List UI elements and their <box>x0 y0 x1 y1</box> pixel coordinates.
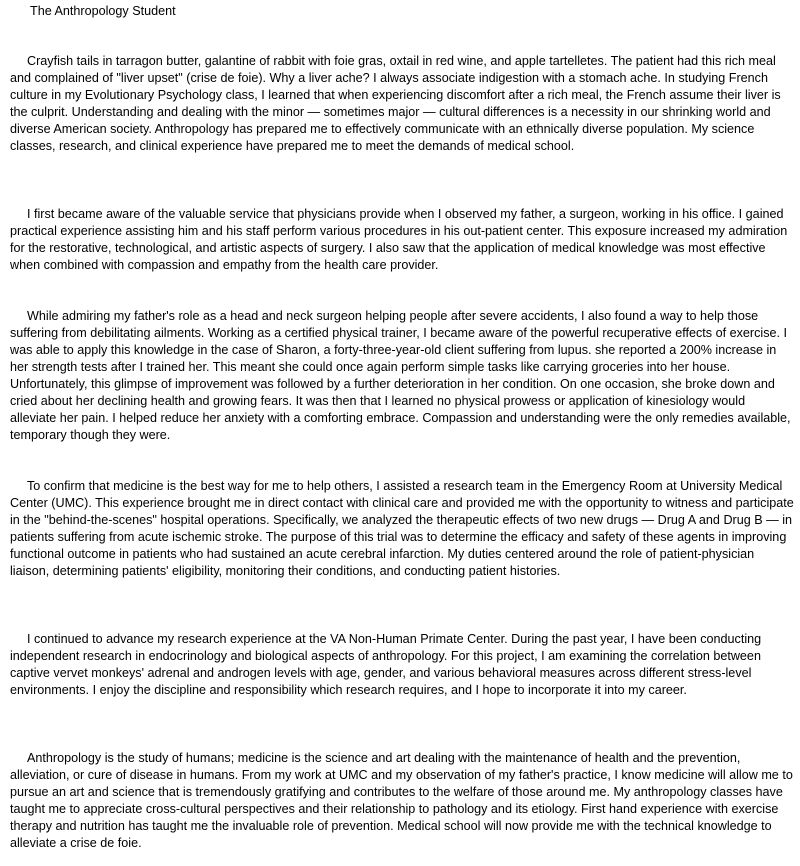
document-title: The Anthropology Student <box>30 4 176 18</box>
paragraph-emergency-research: To confirm that medicine is the best way for me to help others, I assisted a research team in the Emergency Room at University Medical Center (UMC). This experience brought me in direct contact with clinical care and provided me with the opportunity to witness and participate in the "behind-the-scenes" hospital operations. Specifically, we analyzed the therapeutic effects of two new drugs — Drug A and Drug B — in patients suffering from acute ischemic stroke. The purpose of this trial was to determine the efficacy and safety of these agents in improving functional outcome in patients who had sustained an acute cerebral infarction. My duties centered around the role of patient-physician liaison, determining patients' eligibility, monitoring their conditions, and conducting patient histories. <box>10 479 794 578</box>
paragraph-father-surgeon: I first became aware of the valuable service that physicians provide when I observed my father, a surgeon, working in his office. I gained practical experience assisting him and his staff perform various procedures in his out-patient center. This exposure increased my admiration for the restorative, technological, and artistic aspects of surgery. I also saw that the application of medical knowledge was most effective when combined with compassion and empathy from the health care provider. <box>10 207 788 272</box>
paragraph-physical-trainer: While admiring my father's role as a head and neck surgeon helping people after severe accidents, I also found a way to help those suffering from debilitating ailments. Working as a certified physical trainer, I became aware of the powerful recuperative effects of exercise. I was able to apply this knowledge in the case of Sharon, a forty-three-year-old client suffering from lupus. she reported a 200% increase in her strength tests after I trained her. This meant she could once again perform simple tasks like carrying groceries into her house. Unfortunately, this glimpse of improvement was followed by a further deterioration in her condition. On one occasion, she broke down and cried about her declining health and growing fears. It was then that I learned no physical prowess or application of kinesiology would alleviate her pain. I helped reduce her anxiety with a comforting embrace. Compassion and understanding were the only remedies available, temporary though they were. <box>10 309 791 442</box>
paragraph-conclusion: Anthropology is the study of humans; medicine is the science and art dealing with the maintenance of health and the prevention, alleviation, or cure of disease in humans. From my work at UMC and my observation of my father's practice, I know medicine will allow me to pursue an art and science that is tremendously gratifying and contributes to the welfare of those around me. My anthropology classes have taught me to appreciate cross-cultural perspectives and their relationship to pathology and its etiology. First hand experience with exercise therapy and nutrition has taught me the invaluable role of prevention. Medical school will now provide me with the technical knowledge to alleviate a crise de foie. <box>10 751 793 850</box>
paragraph-intro: Crayfish tails in tarragon butter, galantine of rabbit with foie gras, oxtail in red wine, and apple tartelletes. The patient had this rich meal and complained of "liver upset" (crise de foie). Why a liver ache? I always associate indigestion with a stomach ache. In studying French culture in my Evolutionary Psychology class, I learned that when experiencing discomfort after a rich meal, the French assume their liver is the culprit. Understanding and dealing with the minor — sometimes major — cultural differences is a necessity in our shrinking world and diverse American society. Anthropology has prepared me to effectively communicate with an ethnically diverse population. My science classes, research, and clinical experience have prepared me to meet the demands of medical school. <box>10 54 781 153</box>
paragraph-primate-research: I continued to advance my research experience at the VA Non-Human Primate Center. During the past year, I have been conducting independent research in endocrinology and biological aspects of anthropology. For this project, I am examining the correlation between captive vervet monkeys' adrenal and androgen levels with age, gender, and various behavioral measures across different stress-level environments. I enjoy the discipline and responsibility which research requires, and I hope to incorporate it into my career. <box>10 632 762 697</box>
